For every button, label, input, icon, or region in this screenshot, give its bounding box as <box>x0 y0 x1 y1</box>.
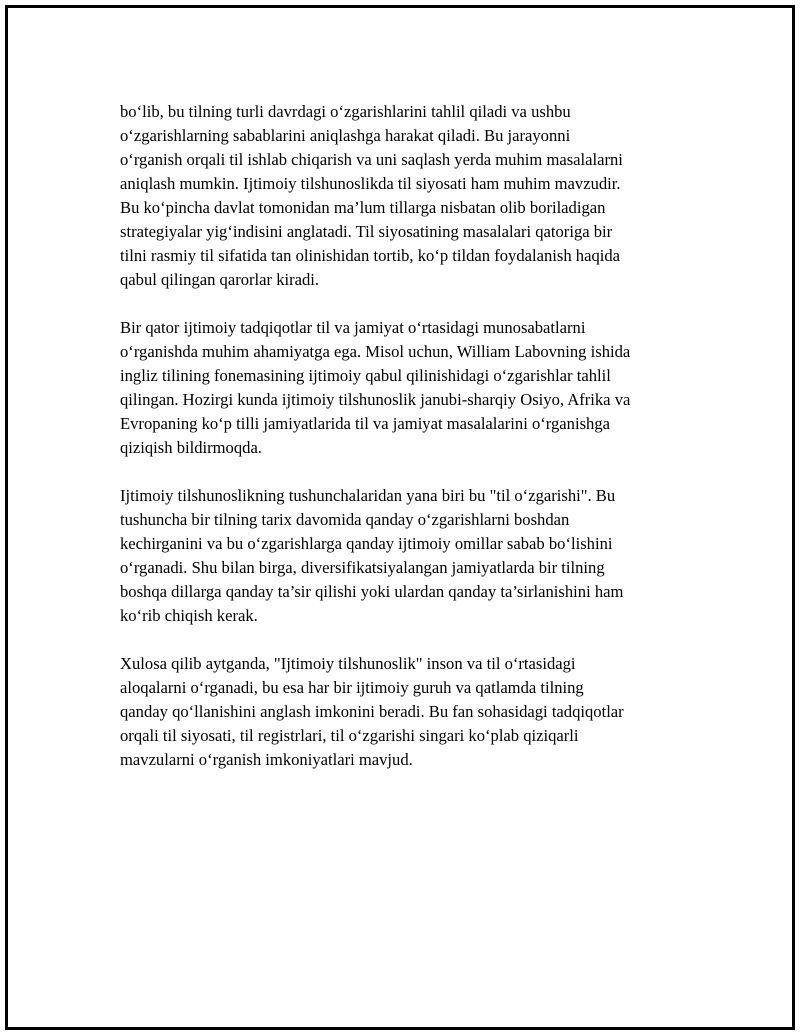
document-page <box>5 5 795 1030</box>
paragraph-4: Xulosa qilib aytganda, "Ijtimoiy tilshunoslik" inson va til o‘rtasidagi aloqalarni o‘rganadi, bu esa har bir ijtimoiy guruh va qatlamda tilning qanday qo‘llanishini anglash imkonini beradi. Bu fan sohasidagi tadqiqotlar orqali til siyosati, til registrlari, til o‘zgarishi singari ko‘plab qiziqarli mavzularni o‘rganish imkoniyatlari mavjud. <box>120 654 624 769</box>
paragraph-2: Bir qator ijtimoiy tadqiqotlar til va jamiyat o‘rtasidagi munosabatlarni o‘rganishda muhim ahamiyatga ega. Misol uchun, William Labovning ishida ingliz tilining fonemasining ijtimoiy qabul qilinishidagi o‘zgarishlar tahlil qilingan. Hozirgi kunda ijtimoiy tilshunoslik janubi-sharqiy Osiyo, Afrika va Evropaning ko‘p tilli jamiyatlarida til va jamiyat masalalarini o‘rganishga qiziqish bildirmoqda. <box>120 318 631 457</box>
paragraph-1: bo‘lib, bu tilning turli davrdagi o‘zgarishlarini tahlil qiladi va ushbu o‘zgarishlarning sabablarini aniqlashga harakat qiladi. Bu jarayonni o‘rganish orqali til ishlab chiqarish va uni saqlash yerda muhim masalalarni aniqlash mumkin. Ijtimoiy tilshunoslikda til siyosati ham muhim mavzudir. Bu ko‘pincha davlat tomonidan ma’lum tillarga nisbatan olib boriladigan strategiyalar yig‘indisini anglatadi. Til siyosatining masalalari qatoriga bir tilni rasmiy til sifatida tan olinishidan tortib, ko‘p tildan foydalanish haqida qabul qilingan qarorlar kiradi. <box>120 102 623 289</box>
document-body <box>120 100 700 796</box>
paragraph-3: Ijtimoiy tilshunoslikning tushunchalaridan yana biri bu "til o‘zgarishi". Bu tushuncha bir tilning tarix davomida qanday o‘zgarishlarni boshdan kechirganini va bu o‘zgarishlarga qanday ijtimoiy omillar sabab bo‘lishini o‘rganadi. Shu bilan birga, diversifikatsiyalangan jamiyatlarda bir tilning boshqa dillarga qanday ta’sir qilishi yoki ulardan qanday ta’sirlanishini ham ko‘rib chiqish kerak. <box>120 486 624 625</box>
